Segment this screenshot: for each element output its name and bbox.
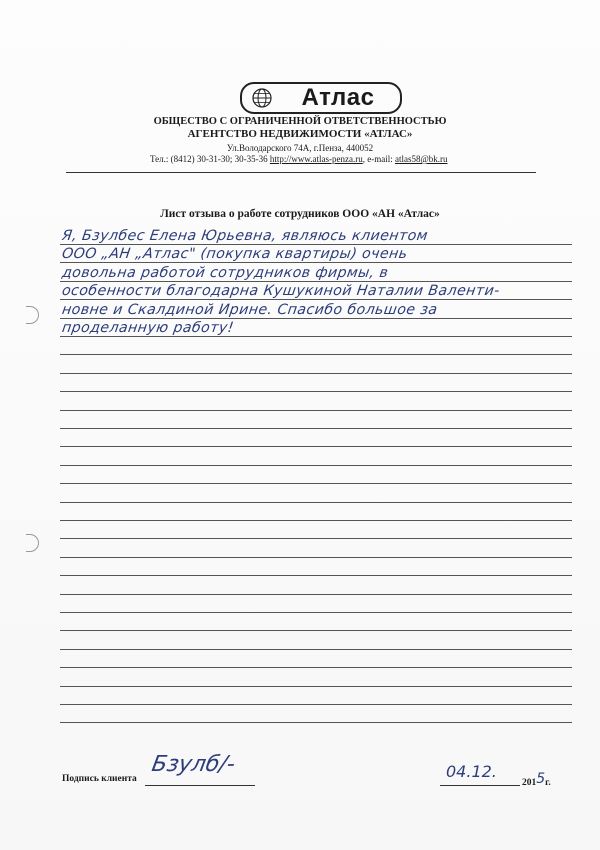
date-line: [440, 785, 520, 786]
form-title: Лист отзыва о работе сотрудников ООО «АН «Атлас»: [160, 208, 440, 220]
date-handwritten: 04.12.: [446, 762, 497, 781]
ruled-line: [60, 649, 572, 650]
email-label: , e-mail:: [362, 154, 393, 164]
punch-hole-mark: [26, 306, 39, 324]
handwritten-line: ООО „АН „Атлас" (покупка квартиры) очень: [60, 246, 409, 263]
ruled-line: [60, 336, 572, 337]
company-address: Ул.Володарского 74А, г.Пенза, 440052: [226, 143, 374, 153]
email-link[interactable]: atlas58@bk.ru: [395, 154, 448, 164]
ruled-line: [60, 483, 572, 484]
website-link[interactable]: http://www.atlas-penza.ru: [269, 154, 363, 164]
handwritten-line: новне и Скалдиной Ирине. Спасибо большое за: [60, 301, 439, 318]
atlas-logo: [240, 82, 402, 114]
ruled-line: [60, 446, 572, 447]
ruled-line: [60, 667, 572, 668]
ruled-line: [60, 704, 572, 705]
year-suffix: г.: [545, 778, 551, 788]
handwritten-line: особенности благодарна Кушукиной Наталии Валенти-: [60, 283, 501, 300]
ruled-line: [60, 612, 572, 613]
globe-icon: [248, 85, 278, 109]
ruled-line: [60, 244, 572, 245]
handwritten-line: Я, Бзулбес Елена Юрьевна, являюсь клиентом: [60, 228, 429, 244]
brand-name: Атлас: [301, 84, 375, 111]
ruled-line: [60, 538, 572, 539]
ruled-line: [60, 722, 572, 723]
ruled-line: [60, 630, 572, 631]
company-line-1: ОБЩЕСТВО С ОГРАНИЧЕННОЙ ОТВЕТСТВЕННОСТЬЮ: [153, 116, 447, 127]
handwritten-line: довольна работой сотрудников фирмы, в: [60, 264, 390, 281]
ruled-line: [60, 520, 572, 521]
punch-hole-mark: [26, 534, 39, 552]
company-contacts: [150, 154, 448, 164]
company-line-2: АГЕНТСТВО НЕДВИЖИМОСТИ «АТЛАС»: [187, 128, 413, 140]
ruled-line: [60, 299, 572, 300]
ruled-line: [60, 428, 572, 429]
phone-numbers: Тел.: (8412) 30-31-30; 30-35-36: [150, 154, 268, 164]
ruled-line: [60, 410, 572, 411]
ruled-line: [60, 557, 572, 558]
ruled-line: [60, 686, 572, 687]
client-signature: Бзулб/-: [149, 752, 238, 777]
year-digit: 5: [536, 771, 546, 787]
signature-line: [145, 785, 255, 786]
ruled-line: [60, 391, 572, 392]
year-field: [522, 773, 551, 789]
ruled-line: [60, 594, 572, 595]
ruled-line: [60, 502, 572, 503]
year-prefix: 201: [522, 778, 537, 788]
header-divider: [66, 172, 536, 173]
ruled-line: [60, 354, 572, 355]
signature-label: Подпись клиента: [62, 774, 137, 784]
ruled-line: [60, 262, 572, 263]
handwritten-line: проделанную работу!: [60, 320, 235, 336]
ruled-line: [60, 575, 572, 576]
ruled-line: [60, 373, 572, 374]
ruled-line: [60, 465, 572, 466]
